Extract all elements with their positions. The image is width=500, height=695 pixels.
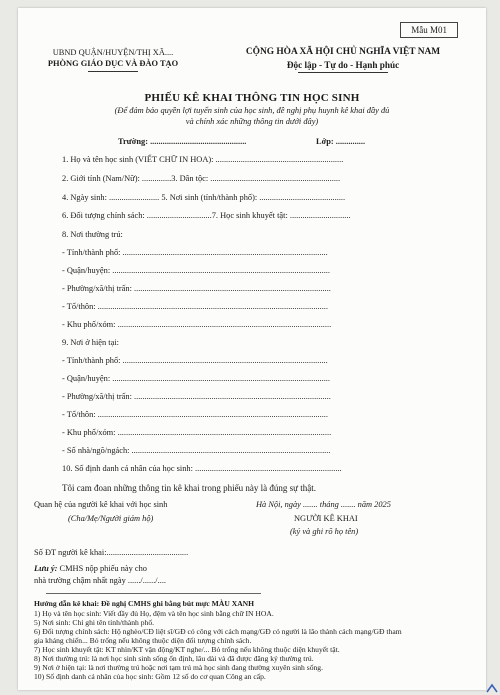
guide-heading: Hướng dẫn kê khai: Đề nghị CMHS ghi bằng bút mực MÀU XANH <box>34 599 255 608</box>
commitment-text: Tôi cam đoan những thông tin kê khai trong phiếu này là đúng sự thật. <box>62 483 316 493</box>
current-house-field[interactable]: - Số nhà/ngõ/ngách: ............................................................................................... <box>62 446 331 455</box>
guide-line: 1) Họ và tên học sinh: Viết đầy đủ Họ, đệm và tên học sinh bằng chữ IN HOA. <box>34 609 274 618</box>
form-title: PHIẾU KÊ KHAI THÔNG TIN HỌC SINH <box>144 92 360 104</box>
school-field[interactable]: Trường: .............................................. <box>118 137 247 146</box>
issuer-line2: PHÒNG GIÁO DỤC VÀ ĐÀO TẠO <box>47 59 179 68</box>
birth-field[interactable]: 4. Ngày sinh: ........................ 5. Nơi sinh (tỉnh/thành phố): ......................................... <box>62 193 346 202</box>
personal-id-field[interactable]: 10. Số định danh cá nhân của học sinh: ...................................................................... <box>62 464 342 473</box>
permanent-hamlet-field[interactable]: - Tổ/thôn: .............................................................................................................. <box>62 302 328 311</box>
class-field[interactable]: Lớp: .............. <box>316 137 366 146</box>
permanent-quarter-field[interactable]: - Khu phố/xóm: ...................................................................................................... <box>62 320 332 329</box>
guide-line: 9) Nơi ở hiện tại: là nơi thường trú hoặc nơi tạm trú mà học sinh đang thường xuyên sinh sống. <box>34 663 323 672</box>
current-ward-field[interactable]: - Phường/xã/thị trấn: .............................................................................................. <box>62 392 331 401</box>
permanent-address-label: 8. Nơi thường trú: <box>62 230 123 239</box>
current-address-label: 9. Nơi ở hiện tại: <box>62 338 120 347</box>
form-sheet <box>18 8 486 690</box>
permanent-ward-field[interactable]: - Phường/xã/thị trấn: .............................................................................................. <box>62 284 331 293</box>
national-title: CỘNG HÒA XÃ HỘI CHỦ NGHĨA VIỆT NAM <box>245 47 441 57</box>
relationship-label: Quan hệ của người kê khai với học sinh <box>34 500 168 509</box>
current-district-field[interactable]: - Quận/huyện: ........................................................................................................ <box>62 374 330 383</box>
declarant-label: NGƯỜI KÊ KHAI <box>294 514 358 523</box>
motto-underline <box>298 72 388 73</box>
guide-line: 7) Học sinh khuyết tật: KT nhìn/KT vận động/KT nghe/... Bỏ trống nếu không thuộc diện khuyết tật. <box>34 645 340 654</box>
current-hamlet-field[interactable]: - Tổ/thôn: .............................................................................................................. <box>62 410 328 419</box>
phone-field[interactable]: Số ĐT người kê khai:....................................... <box>34 548 189 557</box>
issuer-line1: UBND QUẬN/HUYỆN/THỊ XÃ.... <box>52 48 174 57</box>
guide-line: 5) Nơi sinh: Chỉ ghi tên tỉnh/thành phố. <box>34 618 155 627</box>
guide-line: gia kháng chiến... Bỏ trống nếu không thuộc diện đối tượng chính sách. <box>34 636 252 645</box>
student-name-field[interactable]: 1. Họ và tên học sinh (VIẾT CHỮ IN HOA): ............................................................. <box>62 155 344 164</box>
policy-disability-field[interactable]: 6. Đối tượng chính sách: ...............................7. Học sinh khuyết tật: ............................. <box>62 211 351 220</box>
signing-date[interactable]: Hà Nội, ngày ....... tháng ....... năm 2025 <box>256 500 391 509</box>
guide-line: 8) Nơi thường trú: là nơi học sinh sinh sống ổn định, lâu dài và đã được đăng ký thường trú. <box>34 654 314 663</box>
permanent-province-field[interactable]: - Tỉnh/thành phố: .................................................................................................. <box>62 248 328 257</box>
submission-note-1 <box>34 564 147 573</box>
guide-divider <box>46 593 261 594</box>
submission-deadline[interactable]: nhà trường chậm nhất ngày ....../....../.... <box>34 576 167 585</box>
declarant-hint: (ký và ghi rõ họ tên) <box>290 527 359 536</box>
note-text: CMHS nộp phiếu này cho <box>57 564 147 573</box>
issuer-underline <box>88 71 138 72</box>
gender-ethnicity-field[interactable]: 2. Giới tính (Nam/Nữ): ..............3. Dân tộc: .............................................................. <box>62 174 341 183</box>
relationship-hint: (Cha/Mẹ/Người giám hộ) <box>68 514 154 523</box>
form-subtitle-1: (Để đảm bảo quyền lợi tuyển sinh của học sinh, đề nghị phụ huynh kê khai đầy đủ <box>114 106 390 115</box>
national-motto: Độc lập - Tự do - Hạnh phúc <box>286 60 400 70</box>
current-province-field[interactable]: - Tỉnh/thành phố: .................................................................................................. <box>62 356 328 365</box>
permanent-district-field[interactable]: - Quận/huyện: ........................................................................................................ <box>62 266 330 275</box>
guide-line: 6) Đối tượng chính sách: Hộ nghèo/CĐ liệt sĩ/GĐ có công với cách mạng/GĐ có người là lão thành cách mạng/GĐ tham <box>34 627 402 636</box>
form-code-box: Mẫu M01 <box>400 22 458 38</box>
note-label: Lưu ý: <box>34 564 58 573</box>
current-quarter-field[interactable]: - Khu phố/xóm: ...................................................................................................... <box>62 428 332 437</box>
guide-line: 10) Số định danh cá nhân của học sinh: Gồm 12 số do cơ quan Công an cấp. <box>34 672 266 681</box>
corner-mark-icon <box>486 683 498 693</box>
form-subtitle-2: và chính xác những thông tin dưới đây) <box>185 117 319 126</box>
